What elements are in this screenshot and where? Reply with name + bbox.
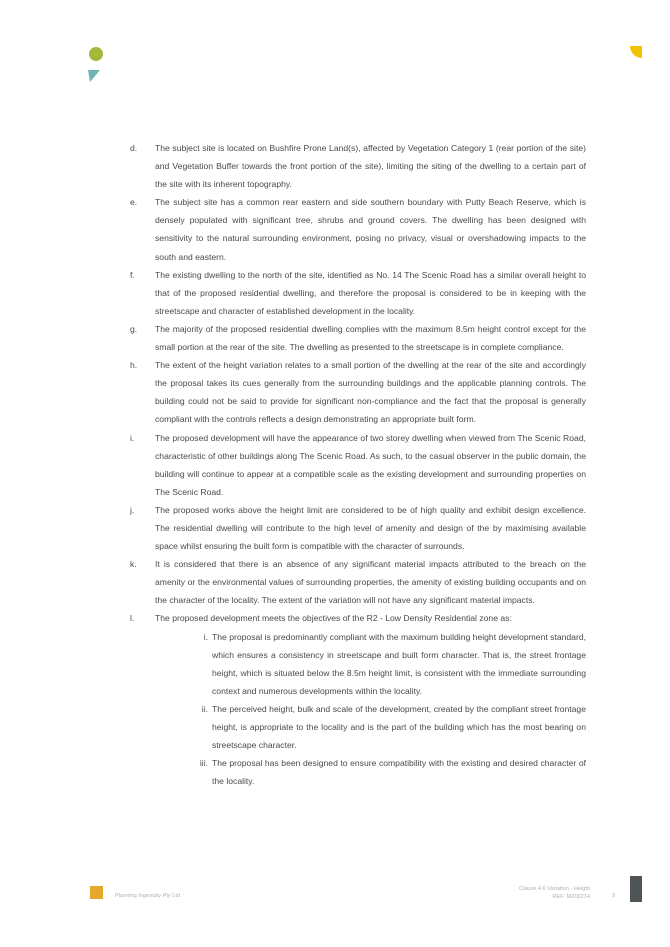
sub-list-text: The perceived height, bulk and scale of the development, created by the compliant street frontage height, is appropriate to the locality and is the part of the building which has the most bearing on streetscape character. <box>212 703 586 751</box>
list-marker: j. <box>130 504 135 515</box>
sub-list-text: The proposal has been designed to ensure compatibility with the existing and desired character of the locality. <box>212 758 586 787</box>
list-marker: i. <box>130 432 135 443</box>
sub-list-item <box>188 628 586 700</box>
list-text: The extent of the height variation relates to a small portion of the dwelling at the rear of the site and accordingly the proposal takes its cues generally from the surrounding buildings and the applicable planning controls. The building could not be said to provide for significant non-compliance and the fact that the proposal is generally compliant with the controls reflects a design demonstrating an appropriate built form. <box>155 360 586 425</box>
sub-list-marker: i. <box>203 631 208 642</box>
corner-accent-icon <box>630 46 642 58</box>
list-item <box>130 356 586 428</box>
list-marker: g. <box>130 323 138 334</box>
list-text: The proposed works above the height limit are considered to be of high quality and exhibit design excellence. The residential dwelling will contribute to the high level of amenity and design of the by maximising available space whilst ensuring the built form is compatible with the character of surrounds. <box>155 504 586 552</box>
list-item <box>130 139 586 193</box>
sub-list-text: The proposal is predominantly compliant with the maximum building height development standard, which ensures a consistency in streetscape and built form character. That is, the street frontage height, which is situated below the 8.5m height limit, is consistent with the immediate surrounding context and numerous developments within the locality. <box>212 631 586 696</box>
list-marker: f. <box>130 269 135 280</box>
list-item <box>130 266 586 320</box>
footer-doc-info <box>519 885 590 901</box>
list-text: The proposed development will have the appearance of two storey dwelling when viewed from The Scenic Road, characteristic of other buildings along The Scenic Road. As such, to the casual observer in the public domain, the building will continue to appear at a compatible scale as the existing development and surrounding properties on The Scenic Road. <box>155 432 586 497</box>
logo-circle-icon <box>89 47 103 61</box>
footer-bar-accent <box>630 876 642 902</box>
list-item <box>130 555 586 609</box>
document-body <box>130 139 586 790</box>
list-text: The subject site has a common rear eastern and side southern boundary with Putty Beach Reserve, which is densely populated with significant tree, shrubs and ground covers. The dwelling has been designed with sensitivity to the natural surrounding environment, posing no privacy, visual or overshadowing impacts to the south and eastern. <box>155 197 586 262</box>
list-marker: d. <box>130 143 138 153</box>
list-text: It is considered that there is an absence of any significant material impacts attributed to the breach on the amenity or the environmental values of surrounding properties, the amenity of existing building occupants and on the character of the locality. The extent of the variation will not have any significant material impacts. <box>155 559 586 606</box>
list-marker: k. <box>130 559 137 570</box>
list-item <box>130 429 586 501</box>
list-marker: e. <box>130 197 138 208</box>
list-marker: h. <box>130 360 138 371</box>
list-item <box>130 320 586 356</box>
footer-ref: REF: M200214 <box>552 894 590 900</box>
sub-list-item <box>188 700 586 754</box>
list-item <box>130 501 586 555</box>
sub-list-marker: ii. <box>201 703 208 714</box>
list-text: The majority of the proposed residential dwelling complies with the maximum 8.5m height control except for the small portion at the rear of the site. The dwelling as presented to the streetscape is in complete compliance. <box>155 323 586 353</box>
list-item <box>130 609 586 627</box>
footer-logo-square-icon <box>90 886 103 899</box>
list-text: The proposed development meets the objectives of the R2 - Low Density Residential zone as: <box>155 613 512 624</box>
list-marker: l. <box>130 613 135 624</box>
list-item <box>130 193 586 265</box>
sub-list-item <box>188 754 586 790</box>
list-text: The subject site is located on Bushfire Prone Land(s), affected by Vegetation Category 1 (rear portion of the site) and Vegetation Buffer towards the front portion of the site), limiting the siting of the dwelling to a certain part of the site with its inherent topography. <box>155 143 586 190</box>
logo-triangle-icon <box>88 70 100 82</box>
footer-company: Planning Ingenuity Pty Ltd <box>115 893 180 899</box>
list-text: The existing dwelling to the north of the site, identified as No. 14 The Scenic Road has a similar overall height to that of the proposed residential dwelling, and therefore the proposal is considered to be in keeping with the streetscape and character of established development in the locality. <box>155 269 586 316</box>
page-number: 9 <box>612 893 616 899</box>
sub-list-marker: iii. <box>199 758 208 769</box>
footer-doc-title: Clause 4.6 Variation - Height <box>518 886 590 892</box>
